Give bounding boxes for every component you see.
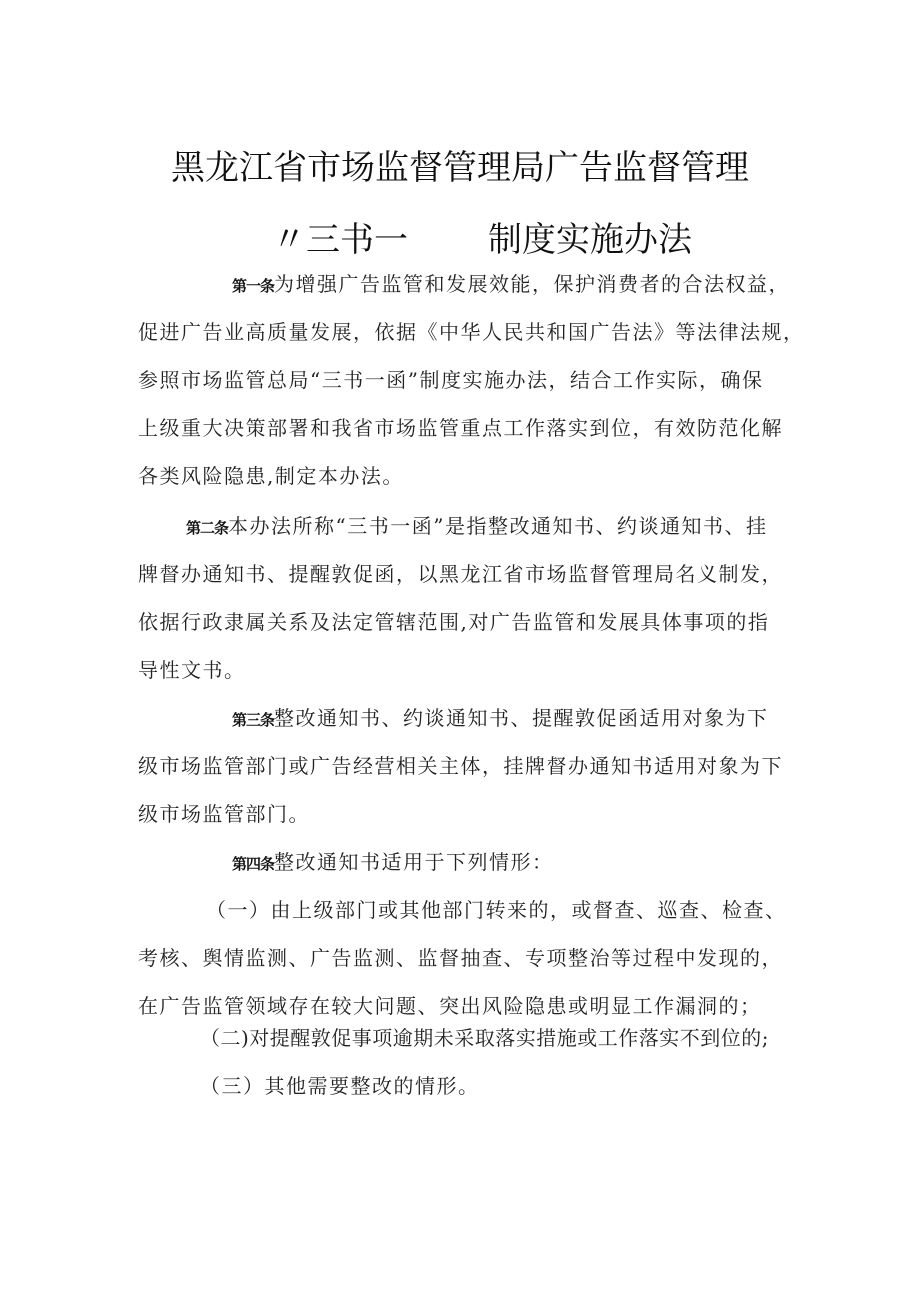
- item-1-line-3: 在广告监管领域存在较大问题、突出风险隐患或明显工作漏洞的；: [138, 994, 762, 1018]
- article-2-line-1: [186, 510, 767, 539]
- article-1-line-2: 促进广告业高质量发展，依据《中华人民共和国广告法》等法律法规，: [138, 320, 805, 344]
- item-2: （二)对提醒敦促事项逾期未采取落实措施或工作落实不到位的;: [200, 1026, 770, 1050]
- article-2-line-3: 依据行政隶属关系及法定管辖范围,对广告监管和发展具体事项的指: [138, 610, 770, 634]
- item-1-line-1: （一）由上级部门或其他部门转来的，或督查、巡查、检查、: [206, 898, 787, 922]
- article-2-text-1: 本办法所称“三书一函”是指整改通知书、约谈通知书、挂: [228, 514, 768, 538]
- article-3-line-1: [232, 702, 769, 731]
- title-line2-part1: 〃三书一: [272, 220, 408, 260]
- item-1-line-2: 考核、舆情监测、广告监测、监督抽查、专项整治等过程中发现的，: [138, 946, 783, 970]
- article-2-label: 第二条: [186, 519, 229, 537]
- document-title-line1: 黑龙江省市场监督管理局广告监督管理: [171, 148, 749, 188]
- article-4-label: 第四条: [232, 855, 275, 873]
- article-3-label: 第三条: [232, 711, 275, 729]
- article-4-text-1: 整改通知书适用于下列情形：: [274, 850, 554, 874]
- article-3-line-3: 级市场监管部门。: [138, 802, 310, 826]
- article-4-line-1: [232, 846, 554, 875]
- article-1-text-1: 为增强广告监管和发展效能，保护消费者的合法权益，: [274, 272, 791, 296]
- article-1-line-3: 参照市场监管总局“三书一函”制度实施办法，结合工作实际，确保: [138, 368, 764, 392]
- article-3-text-1: 整改通知书、约谈通知书、提醒敦促函适用对象为下: [274, 706, 769, 730]
- article-1-line-5: 各类风险隐患,制定本办法。: [138, 464, 404, 488]
- article-1-line-1: [232, 268, 790, 297]
- article-1-label: 第一条: [232, 277, 275, 295]
- document-title-line2: [272, 212, 692, 261]
- article-3-line-2: 级市场监管部门或广告经营相关主体，挂牌督办通知书适用对象为下: [138, 754, 783, 778]
- item-3: （三）其他需要整改的情形。: [200, 1074, 480, 1098]
- article-2-line-4: 导性文书。: [138, 658, 246, 682]
- article-1-line-4: 上级重大决策部署和我省市场监管重点工作落实到位，有效防范化解: [138, 416, 783, 440]
- article-2-line-2: 牌督办通知书、提醒敦促函，以黑龙江省市场监督管理局名义制发，: [138, 562, 783, 586]
- title-line2-part2: 制度实施办法: [488, 220, 692, 260]
